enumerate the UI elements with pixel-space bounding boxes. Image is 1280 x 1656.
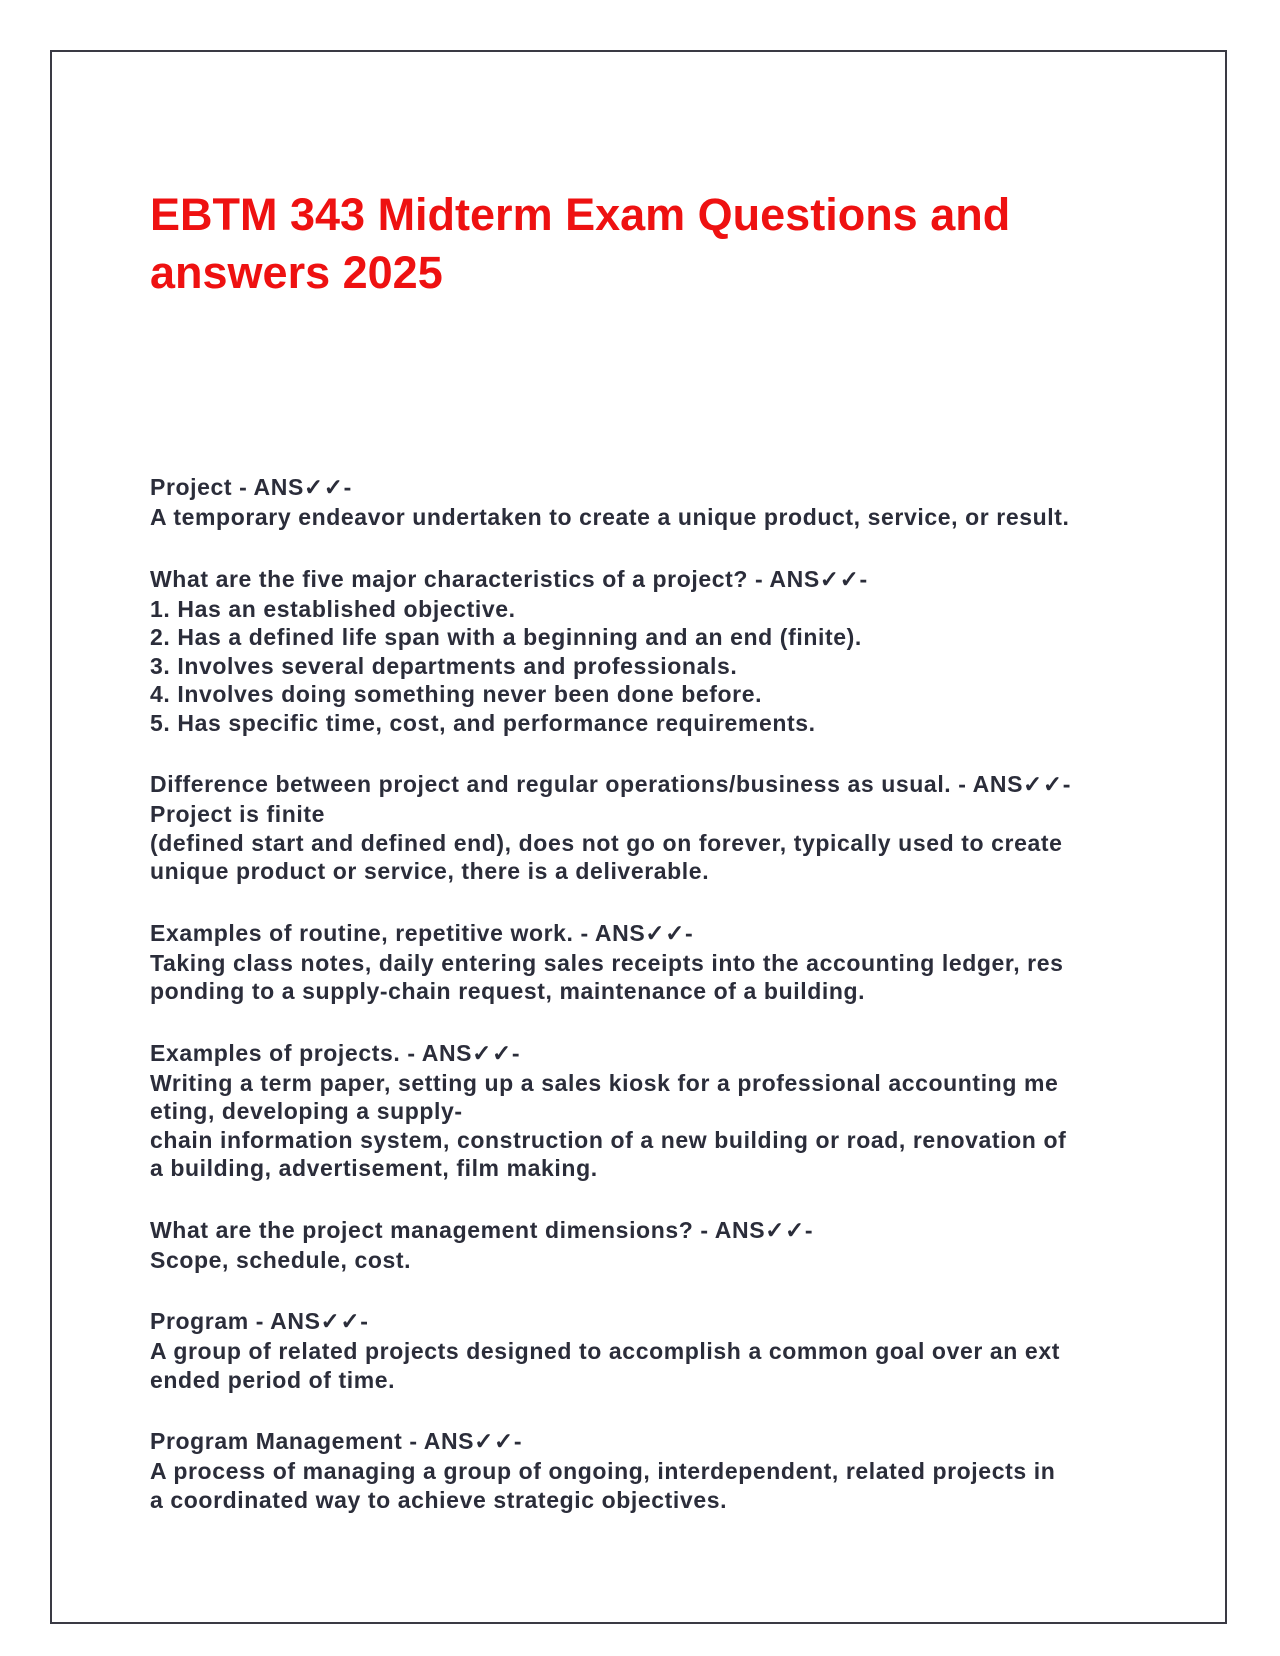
qa-question: Project - ANS✓✓- (150, 474, 352, 500)
qa-answer-line: (defined start and defined end), does not go on forever, typically used to create (150, 829, 1063, 856)
qa-item (150, 918, 1140, 1006)
qa-answer-line: a building, advertisement, film making. (150, 1155, 598, 1181)
qa-item (150, 1215, 1140, 1275)
qa-answer-line: 1. Has an established objective. (150, 595, 516, 622)
qa-question: Program - ANS✓✓- (150, 1308, 369, 1334)
qa-answer-line: unique product or service, there is a deliverable. (150, 858, 710, 884)
qa-answer-line: A process of managing a group of ongoing, interdependent, related projects in (150, 1458, 1056, 1484)
document-title-line: EBTM 343 Midterm Exam Questions and (150, 189, 1011, 240)
qa-item (150, 1426, 1140, 1514)
qa-answer-line: A group of related projects designed to accomplish a common goal over an ext (150, 1338, 1060, 1364)
document-title-line: answers 2025 (150, 247, 443, 298)
qa-answer-line: eting, developing a supply- (150, 1098, 463, 1124)
qa-answer-line: Writing a term paper, setting up a sales kiosk for a professional accounting me (150, 1069, 1059, 1096)
qa-item (150, 1306, 1140, 1394)
qa-answer-line: A temporary endeavor undertaken to create a unique product, service, or result. (150, 504, 1070, 530)
qa-question: Examples of routine, repetitive work. - ANS✓✓- (150, 919, 694, 946)
document-title (150, 186, 1150, 302)
qa-item (150, 564, 1140, 738)
qa-answer-line: 3. Involves several departments and professionals. (150, 652, 738, 679)
qa-question: What are the project management dimensions? - ANS✓✓- (150, 1216, 814, 1243)
qa-answer-line: ponding to a supply-chain request, maintenance of a building. (150, 978, 866, 1004)
qa-question: Examples of projects. - ANS✓✓- (150, 1039, 521, 1066)
qa-answer-line: a coordinated way to achieve strategic objectives. (150, 1486, 728, 1513)
qa-answer-line: 5. Has specific time, cost, and performance requirements. (150, 709, 816, 736)
qa-answer-line: Project is finite (150, 801, 326, 827)
qa-answer-line: Taking class notes, daily entering sales receipts into the accounting ledger, res (150, 949, 1064, 976)
qa-item (150, 472, 1140, 532)
qa-item (150, 769, 1140, 886)
qa-answer-line: ended period of time. (150, 1366, 396, 1393)
qa-question: Program Management - ANS✓✓- (150, 1428, 523, 1454)
qa-answer-line: 2. Has a defined life span with a beginning and an end (finite). (150, 624, 862, 650)
qa-answer-line: 4. Involves doing something never been done before. (150, 681, 763, 707)
qa-answer-line: chain information system, construction of a new building or road, renovation of (150, 1126, 1067, 1153)
qa-list (150, 472, 1140, 1546)
qa-question: Difference between project and regular operations/business as usual. - ANS✓✓- (150, 771, 1072, 797)
qa-question: What are the five major characteristics of a project? - ANS✓✓- (150, 565, 868, 592)
qa-item (150, 1038, 1140, 1183)
qa-answer-line: Scope, schedule, cost. (150, 1246, 412, 1273)
